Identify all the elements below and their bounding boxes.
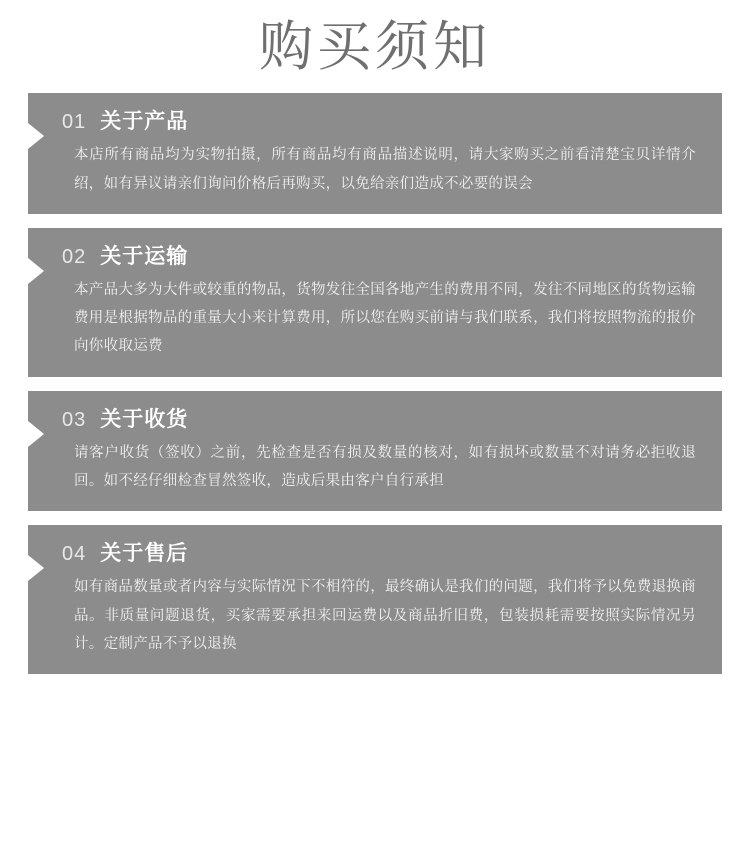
section-number: 02 [62,245,87,268]
section-body [50,439,700,496]
ribbon-fold-icon [28,421,44,447]
page-title: 购买须知 [259,17,491,77]
notice-section-01 [28,93,722,214]
section-title: 关于产品 [100,110,189,134]
section-body [50,276,700,361]
section-body-text: 本店所有商品均为实物拍摄，所有商品均有商品描述说明，请大家购买之前看清楚宝贝详情介绍，如有异议请亲们询问价格后再购买，以免给亲们造成不必要的误会 [74,147,696,192]
notice-section-02 [28,228,722,377]
section-title: 关于收货 [100,407,189,431]
section-number: 03 [62,408,87,431]
section-title: 关于售后 [100,542,189,566]
section-number: 04 [62,543,87,566]
ribbon-fold-icon [28,123,44,149]
section-number: 01 [62,111,87,134]
section-body-text: 请客户收货（签收）之前，先检查是否有损及数量的核对，如有损坏或数量不对请务必拒收退回。如不经仔细检查冒然签收，造成后果由客户自行承担 [74,444,696,489]
section-body [50,573,700,658]
section-body [50,141,700,198]
notice-section-03 [28,391,722,512]
section-header [50,240,700,270]
section-header [50,403,700,433]
section-header [50,537,700,567]
notice-sections [0,93,750,674]
section-header [50,105,700,135]
section-title: 关于运输 [100,244,189,268]
notice-section-04 [28,525,722,674]
ribbon-fold-icon [28,555,44,581]
section-body-text: 本产品大多为大件或较重的物品，货物发往全国各地产生的费用不同，发往不同地区的货物运输费用是根据物品的重量大小来计算费用，所以您在购买前请与我们联系，我们将按照物流的报价向你收取运费 [74,281,696,355]
section-body-text: 如有商品数量或者内容与实际情况下不相符的，最终确认是我们的问题，我们将予以免费退换商品。非质量问题退货，买家需要承担来回运费以及商品折旧费，包装损耗需要按照实际情况另计。定制产品不予以退换 [74,579,696,652]
ribbon-fold-icon [28,258,44,284]
